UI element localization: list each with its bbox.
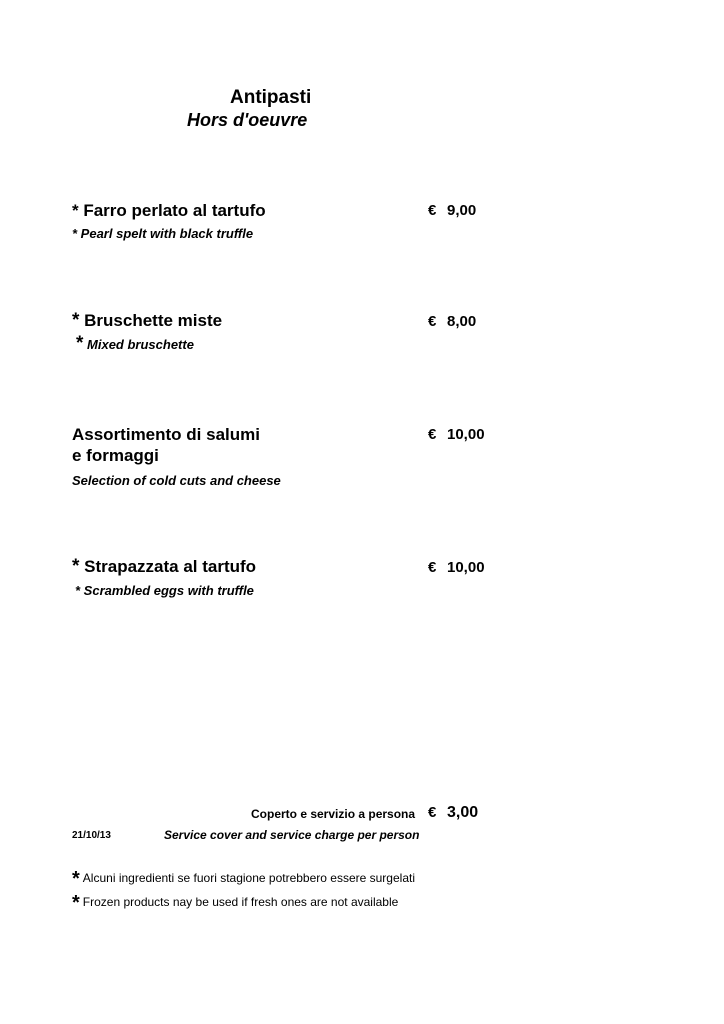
- price-value: 10,00: [447, 559, 485, 576]
- menu-section-subtitle: Hors d'oeuvre: [187, 110, 308, 130]
- item-name-salumi-line1: Assortimento di salumi: [72, 425, 260, 444]
- currency-symbol: €: [428, 202, 437, 219]
- item-name-strapazzata: [72, 556, 256, 577]
- item-name-farro: * Farro perlato al tartufo: [72, 201, 266, 220]
- currency-symbol: €: [428, 313, 437, 330]
- item-name-bruschette: [72, 310, 222, 331]
- item-desc-strapazzata: * Scrambled eggs with truffle: [75, 583, 254, 598]
- footnote-italian: [72, 868, 415, 891]
- cover-charge-translation: Service cover and service charge per person: [164, 828, 420, 842]
- asterisk-mark: *: [72, 556, 80, 577]
- item-name-text: Strapazzata al tartufo: [84, 557, 257, 576]
- item-desc-salumi: Selection of cold cuts and cheese: [72, 473, 281, 488]
- item-desc-text: Mixed bruschette: [87, 337, 194, 352]
- item-price-farro: [428, 202, 476, 219]
- footnote-text: Alcuni ingredienti se fuori stagione potrebbero essere surgelati: [82, 871, 415, 885]
- item-name-salumi-line2: e formaggi: [72, 446, 159, 465]
- cover-charge-price: [428, 804, 478, 822]
- item-desc-farro: * Pearl spelt with black truffle: [72, 226, 254, 241]
- menu-section-title: Antipasti: [230, 87, 312, 108]
- item-desc-bruschette: [76, 333, 194, 355]
- footnote-english: [72, 892, 398, 915]
- item-price-strapazzata: [428, 559, 485, 576]
- menu-date: 21/10/13: [72, 830, 111, 841]
- currency-symbol: €: [428, 426, 437, 443]
- price-value: 8,00: [447, 313, 477, 330]
- item-price-bruschette: [428, 313, 476, 330]
- price-value: 3,00: [447, 804, 479, 821]
- asterisk-mark: *: [72, 892, 80, 914]
- asterisk-mark: *: [72, 868, 80, 890]
- item-name-text: Bruschette miste: [84, 311, 223, 330]
- item-price-salumi: [428, 426, 485, 443]
- currency-symbol: €: [428, 804, 437, 821]
- price-value: 9,00: [447, 202, 477, 219]
- asterisk-mark: *: [76, 333, 84, 354]
- currency-symbol: €: [428, 559, 437, 576]
- cover-charge-label: Coperto e servizio a persona: [251, 807, 416, 821]
- footnote-text: Frozen products nay be used if fresh ones are not available: [82, 895, 399, 909]
- price-value: 10,00: [447, 426, 485, 443]
- asterisk-mark: *: [72, 310, 80, 331]
